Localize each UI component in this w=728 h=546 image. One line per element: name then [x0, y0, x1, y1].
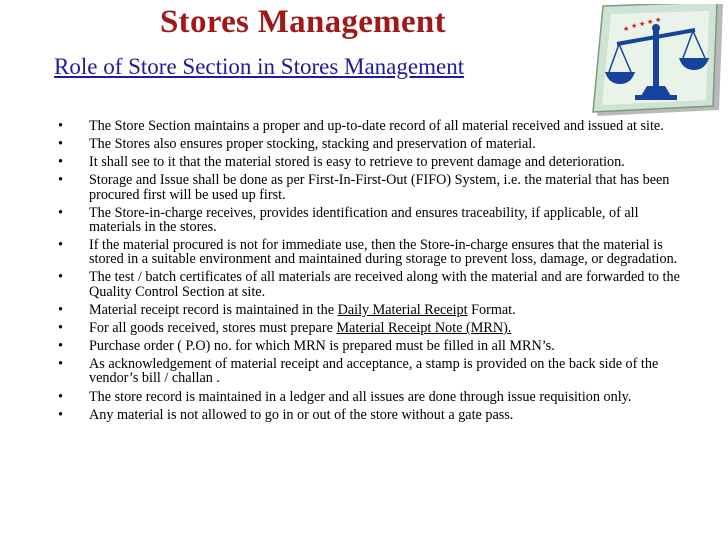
slide-title: Stores Management — [160, 4, 446, 40]
list-item: • As acknowledgement of material receipt and acceptance, a stamp is provided on the back side of the vendor’s bill / challan . — [58, 356, 659, 387]
list-item: • Material receipt record is maintained in the Daily Material Receipt Format. — [58, 301, 516, 318]
list-item: • Storage and Issue shall be done as per First-In-First-Out (FIFO) System, i.e. the material that has been procured first will be used up first. — [58, 172, 670, 203]
list-item: • The store record is maintained in a ledger and all issues are done through issue requisition only. — [58, 388, 632, 405]
list-item: • The test / batch certificates of all materials are received along with the material and are forwarded to the Quality Control Section at site. — [58, 269, 680, 300]
bullet-dot: • — [58, 237, 63, 254]
list-item: • It shall see to it that the material stored is easy to retrieve to prevent damage and deterioration. — [58, 154, 625, 171]
bullet-dot: • — [58, 118, 63, 134]
svg-text:★: ★ — [647, 18, 654, 26]
material-receipt-note-link[interactable]: Material Receipt Note (MRN). — [336, 319, 512, 336]
bullet-dot: • — [58, 136, 63, 153]
list-item: • For all goods received, stores must prepare Material Receipt Note (MRN). — [58, 319, 512, 336]
svg-text:★: ★ — [623, 25, 630, 33]
bullet-dot: • — [58, 388, 63, 405]
svg-text:★: ★ — [655, 16, 662, 24]
bullet-dot: • — [58, 269, 63, 286]
daily-material-receipt-link[interactable]: Daily Material Receipt — [337, 301, 468, 318]
list-item: • Purchase order ( P.O) no. for which MRN is prepared must be filled in all MRN’s. — [58, 338, 555, 355]
bullet-dot: • — [58, 356, 63, 373]
balance-scale-icon — [587, 4, 725, 116]
bullet-dot: • — [58, 172, 63, 189]
bullet-dot: • — [58, 338, 63, 355]
list-item: • The Store-in-charge receives, provides identification and ensures traceability, if applicable, of all materials in the stores. — [58, 204, 639, 235]
list-item: • The Store Section maintains a proper and up-to-date record of all material received and issued at site. — [58, 118, 664, 134]
svg-text:★: ★ — [631, 22, 638, 30]
bullet-dot: • — [58, 319, 63, 336]
list-item: • The Stores also ensures proper stocking, stacking and preservation of material. — [58, 136, 536, 153]
svg-text:★: ★ — [639, 20, 646, 28]
bullet-list — [58, 119, 680, 426]
bullet-dot: • — [58, 301, 63, 318]
bullet-dot: • — [58, 154, 63, 171]
bullet-dot: • — [58, 406, 63, 423]
bullet-dot: • — [58, 204, 63, 221]
slide-subtitle: Role of Store Section in Stores Management — [54, 54, 465, 79]
list-item: • If the material procured is not for immediate use, then the Store-in-charge ensures that the material is stored in a suitable environment and maintained during storage to prevent loss, damage, or degradation. — [58, 237, 678, 268]
list-item: • Any material is not allowed to go in or out of the store without a gate pass. — [58, 406, 514, 423]
